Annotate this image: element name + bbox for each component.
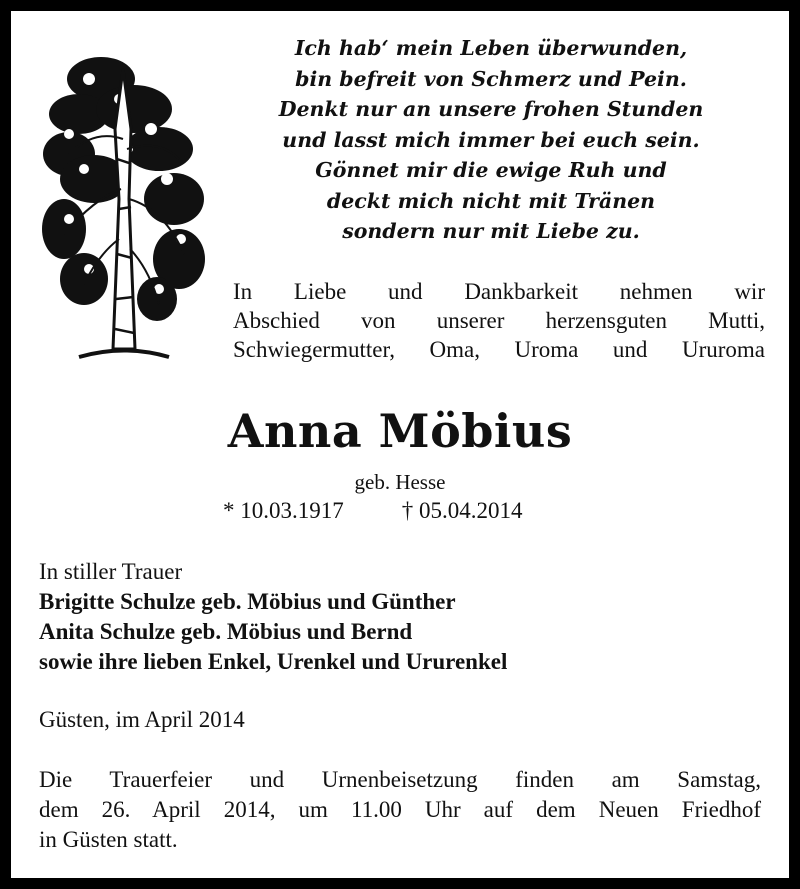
death-date: † 05.04.2014 bbox=[401, 498, 523, 523]
life-dates bbox=[223, 497, 523, 525]
mourning-intro: In stiller Trauer bbox=[39, 559, 183, 584]
intro-line: Schwiegermutter, Oma, Uroma und Ururoma bbox=[233, 337, 765, 362]
intro-line: Abschied von unserer herzensguten Mutti, bbox=[233, 308, 765, 333]
poem-line: und lasst mich immer bei euch sein. bbox=[282, 127, 700, 152]
birth-name: geb. Hesse bbox=[354, 470, 446, 494]
mourner-line: sowie ihre lieben Enkel, Urenkel und Ururenkel bbox=[39, 649, 508, 674]
intro-text bbox=[233, 277, 765, 364]
place-date: Güsten, im April 2014 bbox=[39, 707, 245, 732]
funeral-line: Die Trauerfeier und Urnenbeisetzung finden am Samstag, bbox=[39, 767, 761, 792]
mourners-block bbox=[39, 557, 759, 677]
deceased-name: Anna Möbius bbox=[227, 404, 573, 458]
poem-line: bin befreit von Schmerz und Pein. bbox=[295, 66, 687, 91]
poem-line: deckt mich nicht mit Tränen bbox=[326, 188, 656, 213]
poem-line: Denkt nur an unsere frohen Stunden bbox=[278, 97, 704, 121]
funeral-line: in Güsten statt. bbox=[39, 827, 178, 852]
poem-line: sondern nur mit Liebe zu. bbox=[342, 219, 640, 243]
poem bbox=[241, 33, 741, 247]
mourner-line: Brigitte Schulze geb. Möbius und Günther bbox=[39, 589, 456, 614]
obituary-notice bbox=[11, 11, 789, 878]
birch-tree-image bbox=[39, 39, 209, 369]
birth-date: * 10.03.1917 bbox=[223, 498, 344, 523]
poem-line: Gönnet mir die ewige Ruh und bbox=[315, 158, 667, 182]
funeral-info bbox=[39, 765, 761, 855]
intro-line: In Liebe und Dankbarkeit nehmen wir bbox=[233, 279, 765, 304]
funeral-line: dem 26. April 2014, um 11.00 Uhr auf dem Neuen Friedhof bbox=[39, 797, 761, 822]
poem-line: Ich hab‘ mein Leben überwunden, bbox=[294, 36, 688, 60]
mourner-line: Anita Schulze geb. Möbius und Bernd bbox=[39, 619, 413, 644]
